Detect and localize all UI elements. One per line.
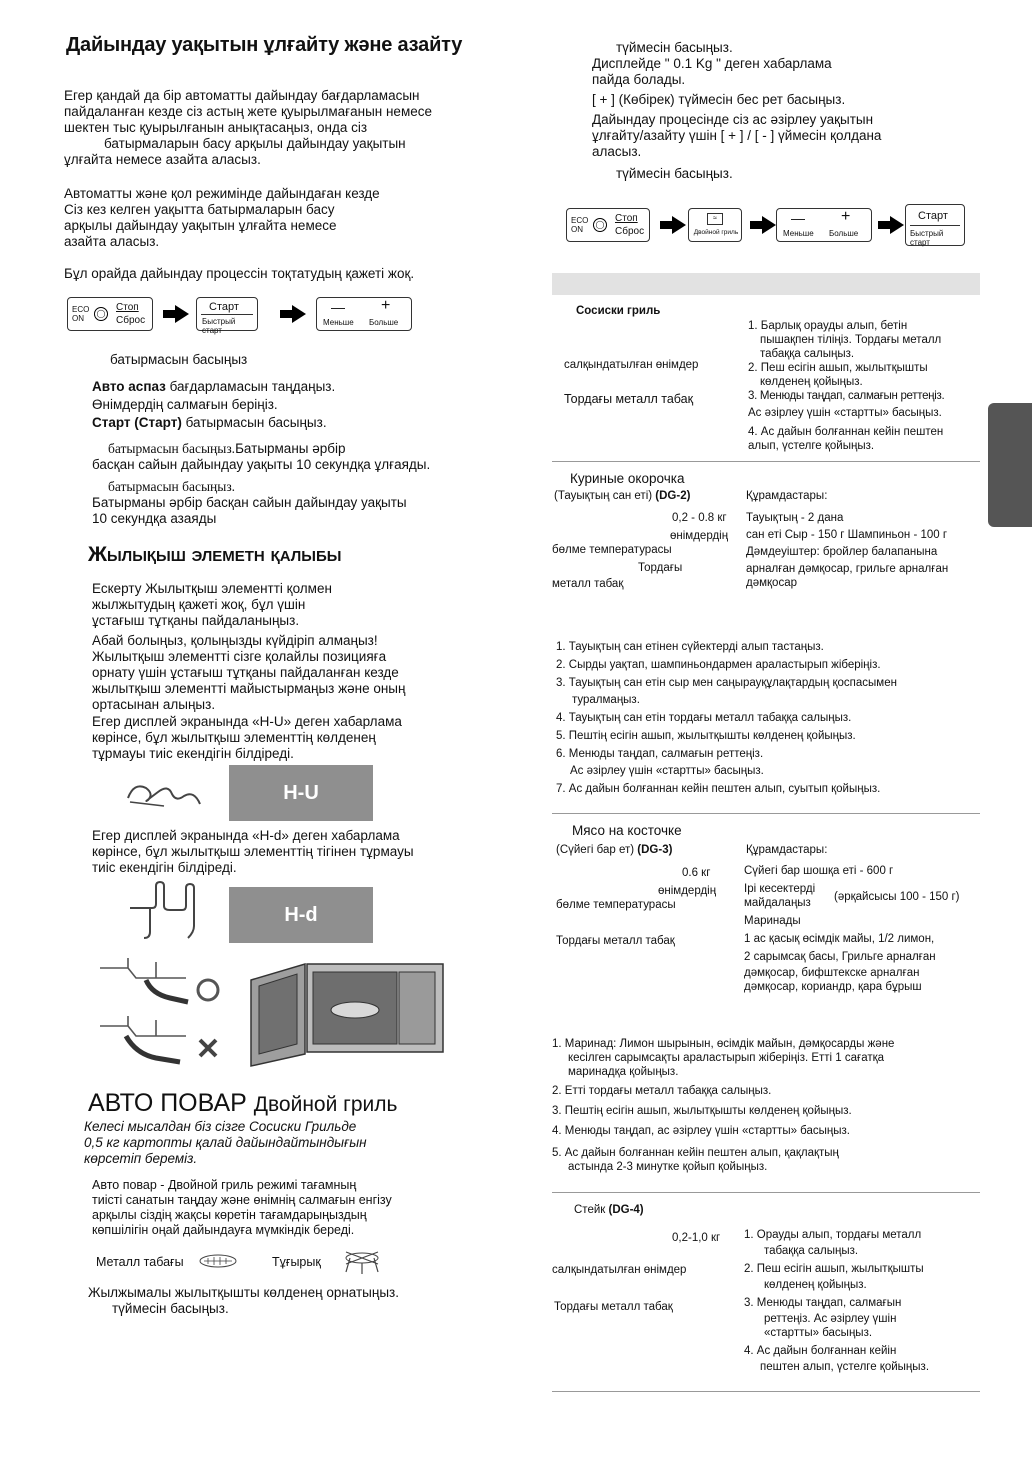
step-line: Ас әзірлеу үшін «стартты» басыңыз. (748, 407, 942, 419)
ingredient-line: Дәмдеуіштер: бройлер балапанына (746, 546, 938, 558)
text-line: батырмаларын басу арқылы дайындау уақытын (104, 136, 406, 151)
ingredient-line: арналған дәмқосар, грильге арналған (746, 563, 949, 575)
text-line (92, 441, 512, 457)
recipe-weight: 0.6 кг (682, 867, 711, 879)
heater-horizontal-icon (124, 776, 204, 810)
text-line: Келесі мысалдан біз сізге Сосиски Грильде (84, 1119, 357, 1134)
text-span: (Сүйегі бар ет) (556, 844, 635, 856)
recipe-condition: салқындатылған өнімдер (552, 1264, 687, 1276)
bold-label: Авто аспаз (92, 379, 166, 394)
text-line: түймесін басыңыз. (616, 166, 733, 181)
step-select-program (92, 379, 335, 395)
step-line: 2. Пеш есігін ашып, жылытқышты (748, 362, 928, 374)
text-line: Автоматты және қол режимінде дайындаған кезде (64, 186, 380, 201)
eco-on-label: ECO ON (72, 305, 90, 323)
ingredient-line: Тауықтың - 2 дана (746, 512, 844, 524)
text-line: тиісті санатын таңдау және өнімнің салмағын енгізу (92, 1193, 392, 1207)
text-line: Егер дисплей экранында «H-U» деген хабарлама (92, 714, 402, 729)
divider (552, 461, 980, 462)
text-line: [ + ] (Көбірек) түймесін бес рет басыңыз. (592, 92, 846, 107)
grill-icon: ≈ (707, 213, 723, 225)
start-button[interactable] (905, 204, 965, 246)
text-line: Абай болыңыз, қолыңызды күйдіріп алмаңыз! (92, 633, 378, 648)
double-grill-button[interactable] (688, 208, 742, 242)
ingredients-list (746, 511, 992, 590)
step-line: 3. Пештің есігін ашып, жылытқышты көлденең қойыңыз. (552, 1105, 852, 1117)
text-span: Батырманы әрбір (235, 441, 346, 456)
stop-reset-button[interactable] (67, 297, 153, 331)
recipe-code: (DG-3) (637, 844, 673, 856)
text-line: көрсетіп береміз. (84, 1151, 198, 1166)
minus-icon: — (791, 210, 805, 226)
heater-vertical-icon (124, 880, 220, 942)
arrow-icon (762, 216, 776, 234)
recipe-steps (748, 319, 984, 453)
step-line: 1. Барлық орауды алып, бетін (748, 320, 908, 332)
correct-handle-icon (96, 958, 236, 1010)
text-line: пайда болады. (592, 72, 686, 87)
step-line: 3. Менюды таңдап, салмағын реттеңіз. (748, 390, 945, 402)
hu-note (92, 714, 522, 762)
step-line: «стартты» басыңыз. (764, 1327, 873, 1339)
arrow-icon (292, 305, 306, 323)
divider (552, 1192, 980, 1193)
step-line: 4. Ас дайын болғаннан кейін пештен (748, 426, 944, 438)
step-line: туралмаңыз. (572, 694, 640, 706)
recipe-steps (556, 640, 976, 796)
text-line: арқылы дайындау уақытын ұлғайта немесе (64, 218, 337, 233)
text-line: жылытқыш элементті майыстырмаңыз және оның (92, 681, 406, 696)
text-line: арқылы сіздің жақсы көретін тағамдарыңыздың (92, 1208, 367, 1222)
text-line: Егер дисплей экранында «H-d» деген хабарлама (92, 828, 400, 843)
text-line: түймесін басыңыз. (616, 40, 733, 55)
ingredients-list (744, 864, 994, 994)
eco-on-label: ECO ON (571, 216, 589, 234)
ingredient-line: дәмқосар (746, 577, 797, 589)
recipe-title: Куриные окорочка (570, 471, 685, 486)
text-line: шектен тыс қуырылғанын анықтасаңыз, онда сіз (64, 120, 368, 135)
step-line: Ас әзірлеу үшін «стартты» басыңыз. (570, 765, 764, 777)
stand-label: Тұғырық (272, 1255, 321, 1269)
start-button[interactable] (196, 297, 258, 335)
text-line: Жылжымалы жылытқышты көлденең орнатыңыз. (88, 1285, 399, 1300)
text-line: азайта аласыз. (64, 234, 160, 249)
text-span: батырмасын басыңыз. (108, 441, 236, 456)
quick-start-label: Быстрый старт (910, 229, 944, 247)
ingredient-line: Маринады (744, 915, 801, 927)
page-title: Дайындау уақытын ұлғайту және азайту (66, 34, 463, 56)
text-line: ұлғайту/азайту үшін [ + ] / [ - ] үймесін қолдана (592, 128, 882, 143)
text-line: Сіз кез келген уақытта батырмаларын басу (64, 202, 335, 217)
step-line: 4. Тауықтың сан етін тордағы металл табаққа салыңыз. (556, 712, 852, 724)
step-line: табаққа салыңыз. (764, 1245, 859, 1257)
auto-cook-description (92, 1178, 492, 1238)
text-line: тұрмауы тиіс екендігін білдіреді. (92, 746, 294, 761)
ingredients-title: Құрамдастары: (746, 490, 828, 502)
plus-icon: + (841, 208, 851, 225)
text-line: ортасынан алыңыз. (92, 697, 216, 712)
manual-mode-paragraph (64, 186, 504, 250)
auto-cook-label: АВТО ПОВАР (88, 1089, 247, 1117)
arrow-icon (672, 216, 686, 234)
recipe-condition (552, 529, 738, 591)
text-line: бөлме температурасы (556, 899, 676, 911)
minus-icon: — (331, 299, 345, 315)
recipe-subtitle (556, 843, 672, 857)
recipe-title: Мясо на косточке (572, 823, 682, 838)
step-line: 2. Сырды уақтап, шампиньондармен араластырып жіберіңіз. (556, 659, 881, 671)
text-span: бағдарламасын таңдаңыз. (169, 379, 336, 394)
ingredients-title: Құрамдастары: (746, 844, 828, 856)
recipe-weight: 0,2 - 0.8 кг (672, 512, 727, 524)
recipe-code: (DG-2) (655, 490, 691, 502)
reset-label: Сброс (116, 315, 146, 326)
more-label: Больше (829, 229, 859, 238)
step-line: пештен алып, үстелге қойыңыз. (760, 1361, 930, 1373)
double-grill-label: Двойной гриль (693, 229, 739, 236)
bold-label: Старт (Старт) (92, 415, 182, 430)
text-line: Дисплейде " 0.1 Kg " деген хабарлама (592, 56, 832, 71)
reset-icon: ◯ (94, 307, 108, 321)
step-line: 3. Тауықтың сан етін сыр мен саңырауқұлақтардың қоспасымен (556, 677, 897, 689)
recipe-steps (552, 1037, 982, 1174)
ingredient-line: Сүйегі бар шошқа еті - 600 г (744, 865, 894, 877)
step-line: 1. Тауықтың сан етінен сүйектерді алып тастаңыз. (556, 641, 824, 653)
step-line: 4. Менюды таңдап, ас әзірлеу үшін «стартты» басыңыз. (552, 1125, 850, 1137)
text-line: батырмасын басыңыз. (108, 479, 236, 494)
recipe-title: Сосиски гриль (576, 305, 661, 317)
recipe-container: Тордағы металл табақ (564, 392, 694, 406)
text-line: Ескерту Жылытқыш элементті қолмен (92, 581, 332, 596)
text-line: көрінсе, бұл жылытқыш элементтің тігінен тұрмауы (92, 844, 414, 859)
metal-tray-icon (198, 1253, 238, 1269)
step-increase (92, 441, 512, 473)
step-line: алып, үстелге қойыңыз. (748, 440, 875, 452)
step-line: 7. Ас дайын болғаннан кейін пештен алып, суытып қойыңыз. (556, 783, 881, 795)
text-line: Авто повар - Двойной гриль режимі тағамның (92, 1178, 357, 1192)
ingredient-line: 1 ас қасық өсімдік майы, 1/2 лимон, (744, 933, 935, 945)
recipe-condition (556, 884, 736, 948)
wrong-handle-icon (96, 1016, 236, 1068)
text-line: Ірі кесектерді (744, 883, 816, 895)
recipe-condition: салқындатылған өнімдер (564, 359, 699, 371)
text-line: 10 секундқа азаяды (92, 511, 217, 526)
step-line: 5. Ас дайын болғаннан кейін пештен алып, қақлақтың (552, 1147, 839, 1159)
text-line: бөлме температурасы (552, 544, 672, 556)
ingredient-line (744, 882, 994, 910)
text-span: (Тауықтың сан еті) (554, 490, 653, 502)
start-label: Старт (209, 301, 239, 313)
step-press-start (92, 415, 327, 431)
text-line: (әрқайсысы 100 - 150 г) (834, 891, 960, 903)
text-line: көпшілігін оңай дайындауға мүмкіндік береді. (92, 1223, 355, 1237)
side-tab (988, 403, 1032, 527)
less-more-buttons[interactable] (316, 297, 412, 331)
auto-cook-title (88, 1089, 397, 1118)
divider (552, 1391, 980, 1392)
text-line: Жылытқыш элементті сізге қолайлы позицияға (92, 649, 387, 664)
step-line: 2. Етті тордағы металл табаққа салыңыз. (552, 1085, 772, 1097)
text-line: аласыз. (592, 144, 642, 159)
step-line: көлденең қойыңыз. (764, 1279, 867, 1291)
hd-note (92, 828, 522, 876)
text-line: ұлғайта немесе азайта аласыз. (64, 152, 261, 167)
stop-reset-button[interactable] (566, 208, 650, 242)
plus-icon: + (381, 297, 391, 314)
step-enter-weight: Өнімдердің салмағын беріңіз. (92, 397, 278, 412)
step-decrease (92, 479, 512, 527)
intro-paragraph (64, 88, 504, 168)
recipe-steps (744, 1228, 980, 1374)
metal-tray-label: Металл табағы (96, 1255, 184, 1269)
no-stop-note: Бұл орайда дайындау процессін тоқтатудың қажеті жоқ. (64, 266, 415, 281)
step-line: 1. Орауды алып, тордағы металл (744, 1229, 922, 1241)
text-line: тиіс екендігін білдіреді. (92, 860, 237, 875)
arrow-icon (175, 305, 189, 323)
text-line: өнімдердің (658, 885, 717, 897)
step-line: 5. Пештің есігін ашып, жылытқышты көлденең қойыңыз. (556, 730, 856, 742)
step-line: табаққа салыңыз. (760, 348, 855, 360)
step-line: 2. Пеш есігін ашып, жылытқышты (744, 1263, 924, 1275)
recipe-container: Тордағы металл табақ (554, 1301, 673, 1313)
stand-icon (342, 1246, 382, 1276)
text-line: Дайындау процесінде сіз ас әзірлеу уақытын (592, 112, 874, 127)
hd-display: H-d (229, 887, 373, 943)
text-line: металл табақ (552, 578, 624, 590)
right-top-steps (592, 40, 972, 182)
ingredient-line: 2 сарымсақ басы, Грильге арналған (744, 951, 936, 963)
reset-label: Сброс (615, 226, 645, 237)
text-span: батырмасын басыңыз. (185, 415, 327, 430)
text-line: 0,5 кг картопты қалай дайындайтындығын (84, 1135, 367, 1150)
note-block (92, 581, 522, 629)
step-line: кесілген сарымсақты араластырып жіберіңіз. Етті 1 сағатқа (568, 1052, 885, 1064)
text-line: майдалаңыз (744, 897, 811, 909)
recipe-code: (DG-4) (608, 1204, 644, 1216)
text-line: жылжытудың қажеті жоқ, бұл үшін (92, 597, 306, 612)
start-label: Старт (918, 210, 948, 222)
text-line: ұстағыш тұтқаны пайдаланыңыз. (92, 613, 300, 628)
step-line: көлденең қойыңыз. (760, 376, 863, 388)
step-line: 4. Ас дайын болғаннан кейін (744, 1345, 897, 1357)
step-line: реттеңіз. Ас әзірлеу үшін (764, 1313, 897, 1325)
stop-label: Стоп (615, 213, 638, 224)
recipe-weight: 0,2-1,0 кг (672, 1232, 721, 1244)
step-line: 3. Менюды таңдап, салмағын (744, 1297, 902, 1309)
ingredient-line: дәмқосар, кориандр, қара бұрыш (744, 981, 922, 993)
double-grill-label: Двойной гриль (253, 1093, 398, 1116)
text-line: Тордағы металл табақ (556, 935, 675, 947)
reset-icon: ◯ (593, 218, 607, 232)
step-line: астында 2-3 минутке қойып қойыңыз. (568, 1161, 768, 1173)
stop-label: Стоп (116, 302, 139, 313)
text-line: түймесін басыңыз. (112, 1301, 229, 1316)
recipe-subtitle (554, 489, 690, 503)
quick-start-label: Быстрый старт (202, 317, 236, 335)
text-line: өнімдердің (670, 530, 729, 542)
text-line: орнату үшін ұстағыш тұтқаны пайдаланған кезде (92, 665, 399, 680)
text-line: Тордағы (638, 562, 683, 574)
ingredient-line: сан еті Сыр - 150 г Шампиньон - 100 г (746, 529, 948, 541)
ingredient-line: дәмқосар, бифштекске арналған (744, 967, 920, 979)
text-line: Батырманы әрбір басқан сайын дайындау уақыты (92, 495, 407, 510)
text-line: басқан сайын дайындау уақыты 10 секундқа ұлғаяды. (92, 457, 431, 472)
more-label: Больше (369, 318, 399, 327)
example-intro (84, 1119, 484, 1167)
step-line: маринадқа қойыңыз. (568, 1066, 679, 1078)
caution-block (92, 633, 522, 713)
final-steps (88, 1285, 508, 1317)
less-label: Меньше (783, 229, 814, 238)
table-header-band (552, 273, 980, 295)
text-line: пайдаланған кезде сіз астың жете қуырылмағанын немесе (64, 104, 432, 119)
less-more-buttons[interactable] (776, 208, 872, 242)
arrow-icon (890, 216, 904, 234)
text-line: көрінсе, бұл жылытқыш элементтің көлденең (92, 730, 376, 745)
step-line: 6. Менюды таңдап, салмағын реттеңіз. (556, 748, 764, 760)
microwave-open-icon (247, 960, 447, 1070)
text-line: Егер қандай да бір автоматты дайындау бағдарламасын (64, 88, 420, 103)
recipe-title (574, 1203, 644, 1217)
text-span: Стейк (574, 1204, 606, 1216)
heating-element-title: Жылықыш элеметн қалыбы (88, 543, 342, 566)
divider (552, 813, 980, 814)
step-press-button: батырмасын басыңыз (110, 352, 248, 367)
step-line: пышақпен тіліңіз. Тордағы металл (760, 334, 942, 346)
step-line: 1. Маринад: Лимон шырынын, өсімдік майын, дәмқосарды және (552, 1038, 895, 1050)
less-label: Меньше (323, 318, 354, 327)
hu-display: H-U (229, 765, 373, 821)
